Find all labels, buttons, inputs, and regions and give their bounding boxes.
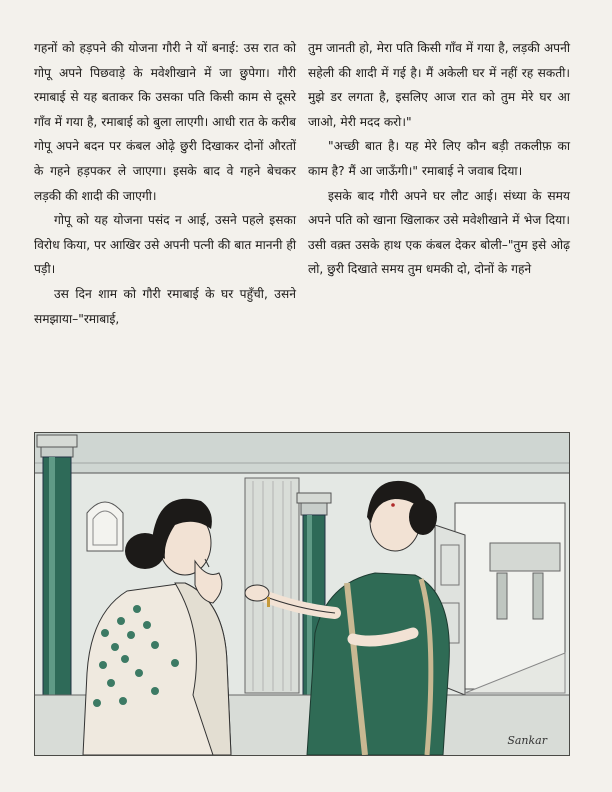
paragraph: तुम जानती हो, मेरा पति किसी गाँव में गया है, लड़की अपनी सहेली की शादी में गई है। मैं अकेली घर में नहीं रह सकती। मुझे डर लगता है, इसलिए आज रात को तुम मेरे घर आ जाओ, मेरी मदद करो।": [308, 41, 570, 129]
paragraph: उस दिन शाम को गौरी रमाबाई के घर पहुँची, उसने समझाया–"रमाबाई,: [34, 286, 296, 326]
doorway: [435, 503, 565, 695]
paragraph: "अच्छी बात है। यह मेरे लिए कौन बड़ी तकलीफ़ का काम है? मैं आ जाऊँगी।" रमाबाई ने जवाब दिया।: [308, 139, 570, 178]
artist-signature: Sankar: [507, 734, 547, 747]
text-column-right: [308, 36, 570, 282]
illustration-drawing: [35, 433, 569, 755]
paragraph: इसके बाद गौरी अपने घर लौट आई। संध्या के समय अपने पति को खाना खिलाकर उसे मवेशीखाने में भेज दिया। उसी वक़्त उसके हाथ एक कंबल देकर बोली–"तुम इसे ओढ़ लो, छुरी दिखाते समय तुम धमकी दो, दोनों के गहने: [308, 188, 570, 277]
text-column-left: [34, 36, 296, 331]
paragraph: गोपू को यह योजना पसंद न आई, उसने पहले इसका विरोध किया, पर आखिर उसे अपनी पत्नी की बात माननी ही पड़ी।: [34, 213, 296, 277]
ceiling-beam: [35, 433, 569, 473]
wall-niche: [87, 502, 123, 551]
paragraph: गहनों को हड़पने की योजना गौरी ने यों बनाई: उस रात को गोपू अपने पिछवाड़े के मवेशीखाने में जा छुपेगा। गौरी रमाबाई से यह बताकर कि उसका पति किसी काम से दूसरे गाँव में गया है, रमाबाई को बुला लाएगी। आधी रात के करीब गोपू अपने बदन पर कंबल ओढ़े छुरी दिखाकर दोनों औरतों के गहने हड़पकर ले जाएगा। इसके बाद वे गहने बेचकर लड़की की शादी की जाएगी।: [34, 41, 296, 203]
story-illustration: [34, 432, 570, 756]
pillar-left: [37, 435, 77, 737]
